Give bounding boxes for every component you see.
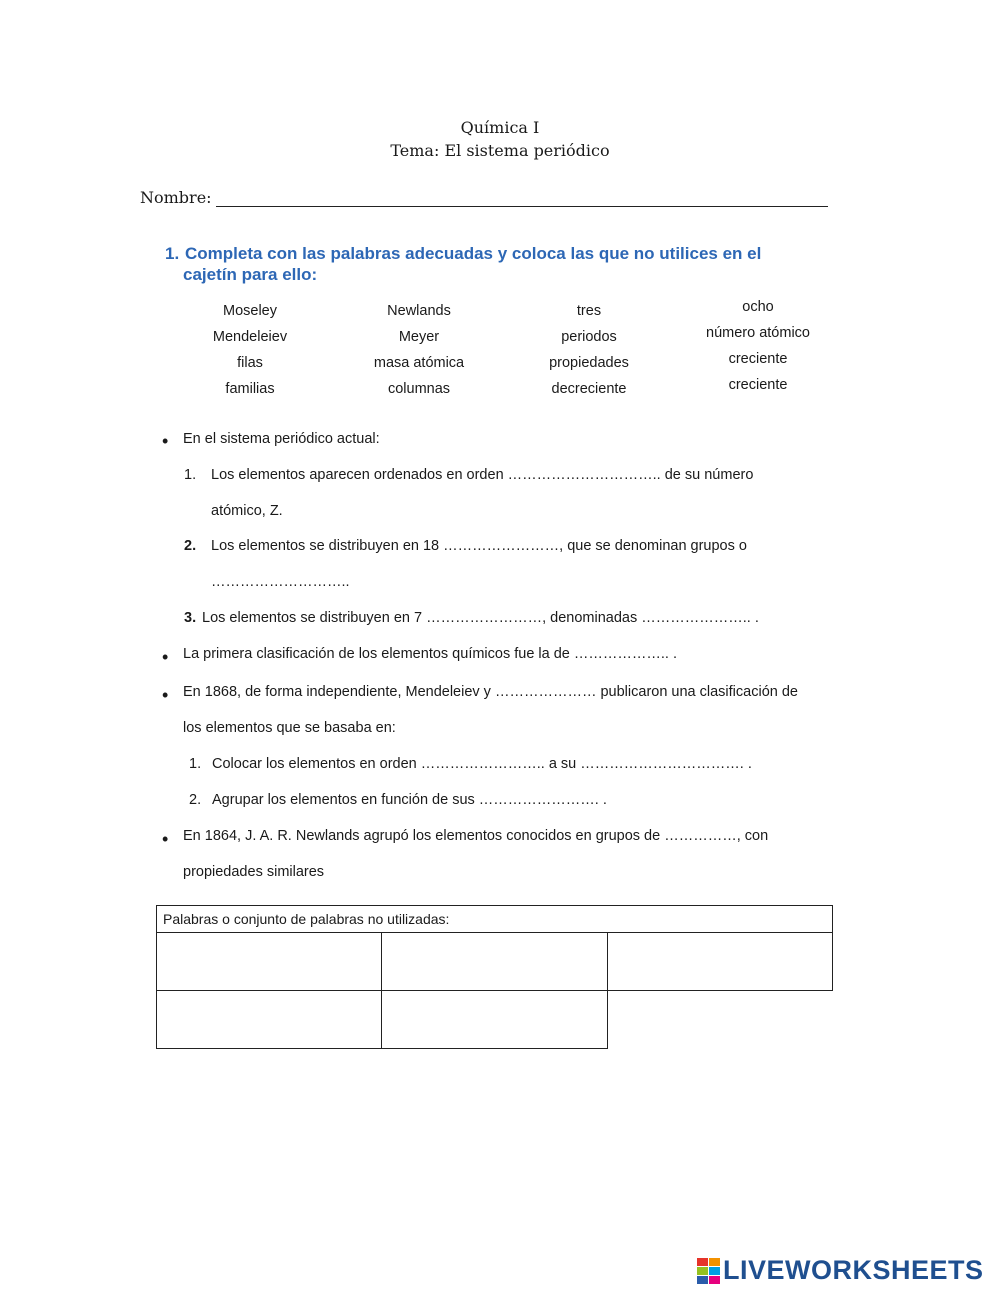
logo-blocks-icon [697,1258,720,1284]
logo-block [697,1258,708,1266]
bullet-1-item-2-line2: ……………………….. [211,574,350,590]
liveworksheets-logo [697,1255,984,1286]
unused-words-table [156,905,833,1049]
bullet-3-line2: los elementos que se basaba en: [183,720,396,736]
question-text-line2: cajetín para ello: [183,265,318,284]
question-text-line1: Completa con las palabras adecuadas y coloca las que no utilices en el [185,244,762,263]
unused-word-cell[interactable] [157,991,382,1049]
word-bank-item: número atómico [706,325,810,341]
item-number: 2. [189,792,202,808]
question-number: 1. [165,244,180,263]
item-number: 2. [184,538,197,554]
bullet-icon: • [162,685,169,705]
table-empty-area [607,991,832,1049]
word-bank-item: periodos [561,329,617,345]
bullet-3-item-1: Colocar los elementos en orden …………………….. a su ……………………………. . [212,756,752,772]
bullet-4-line1: En 1864, J. A. R. Newlands agrupó los elementos conocidos en grupos de ……………, con [183,828,769,844]
bullet-icon: • [162,431,169,451]
bullet-3-item-2: Agrupar los elementos en función de sus ……………………. . [212,792,607,808]
name-label: Nombre: [140,188,212,207]
bullet-icon: • [162,829,169,849]
unused-word-cell[interactable] [157,933,382,991]
unused-words-header: Palabras o conjunto de palabras no utilizadas: [157,906,833,933]
word-bank-column-4 [678,294,838,398]
word-bank-item: Mendeleiev [212,329,288,345]
bullet-3-line1: En 1868, de forma independiente, Mendeleiev y ………………… publicaron una clasificación de [183,684,798,700]
bullet-1-item-1-line1 [211,467,844,483]
bullet-icon: • [162,647,169,667]
logo-block [697,1276,708,1284]
worksheet-title: Química I [460,118,540,137]
bullet-1-text: En el sistema periódico actual: [183,431,380,447]
word-bank-column-1 [170,298,330,402]
word-bank-item: Moseley [223,303,277,319]
bullet-1-item-1-line2: atómico, Z. [211,503,283,519]
word-bank-item: creciente [728,377,788,393]
word-bank-item: columnas [387,381,451,397]
word-bank-item: filas [237,355,263,371]
bullet-1-item-3: Los elementos se distribuyen en 7 ……………………, denominadas ………………….. . [202,610,759,626]
unused-word-cell[interactable] [607,933,832,991]
word-bank-item: decreciente [551,381,627,397]
word-bank-item: masa atómica [373,355,465,371]
logo-block [709,1267,720,1275]
word-bank-item: creciente [728,351,788,367]
word-bank-column-3 [509,298,669,402]
question-1-heading [165,243,825,285]
item-number: 1. [189,756,202,772]
sentence-text: Los elementos aparecen ordenados en orden ………………………….. de su número [211,467,754,483]
word-bank-column-2 [339,298,499,402]
logo-block [697,1267,708,1275]
word-bank-item: ocho [742,299,774,315]
logo-block [709,1258,720,1266]
bullet-1-item-2-line1: Los elementos se distribuyen en 18 ……………………, que se denominan grupos o [211,538,747,554]
unused-word-cell[interactable] [382,933,607,991]
word-bank-item: familias [225,381,275,397]
word-bank-item: Newlands [387,303,451,319]
item-number: 1. [184,467,197,483]
word-bank-item: propiedades [549,355,629,371]
word-bank-item: Meyer [398,329,440,345]
bullet-4-line2: propiedades similares [183,864,325,880]
logo-text: LIVEWORKSHEETS [723,1255,984,1285]
name-input-line[interactable] [216,188,828,207]
item-number: 3. [184,610,197,626]
word-bank-item: tres [576,303,602,319]
worksheet-subtitle: Tema: El sistema periódico [390,141,610,160]
bullet-2-text: La primera clasificación de los elementos químicos fue la de ……………….. . [183,646,678,662]
name-row [140,188,828,207]
unused-word-cell[interactable] [382,991,607,1049]
logo-block [709,1276,720,1284]
